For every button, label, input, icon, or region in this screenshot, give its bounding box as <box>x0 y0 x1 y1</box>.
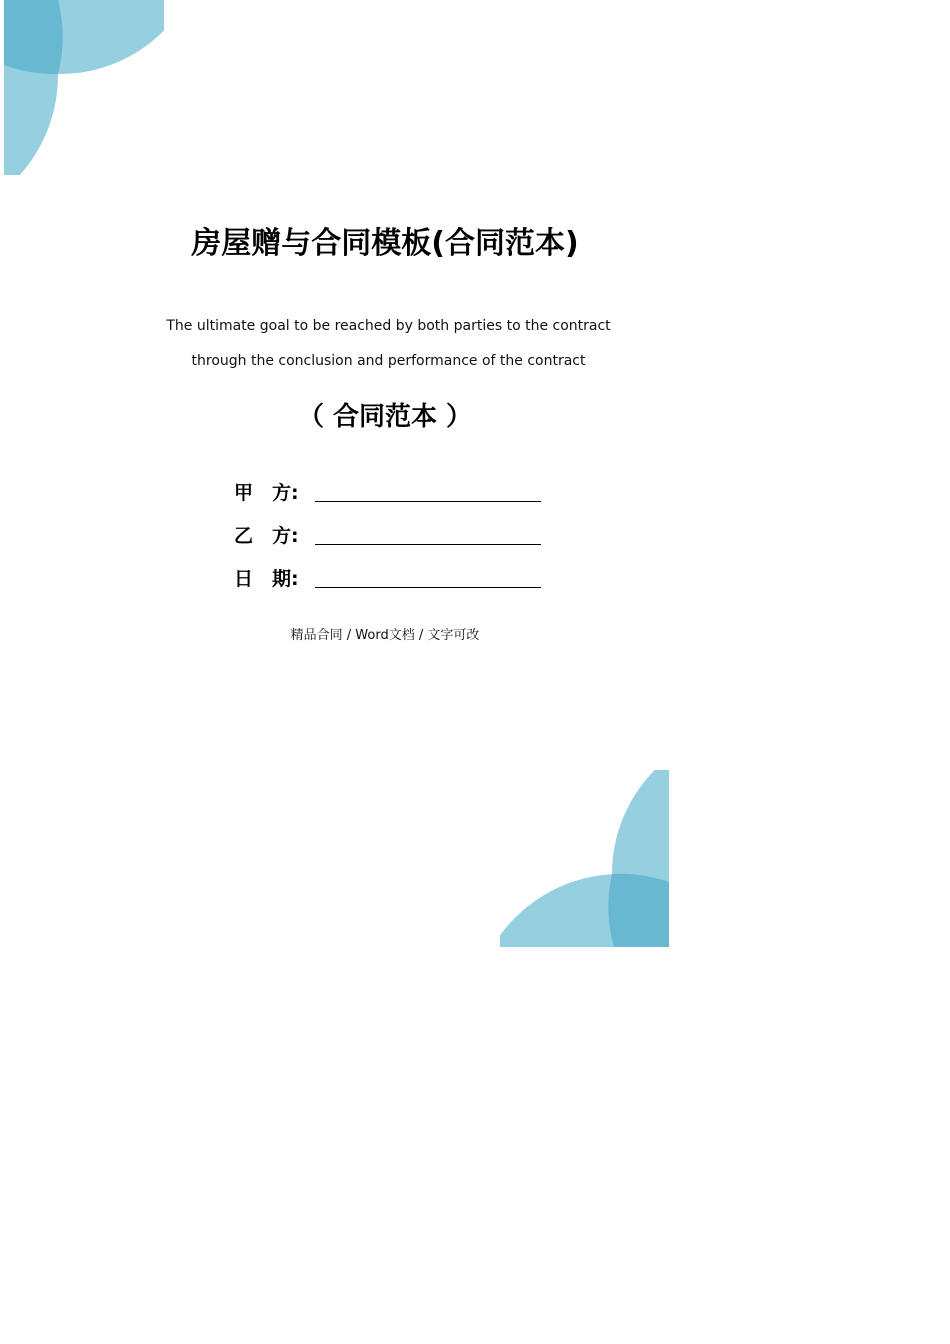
subtitle-line-2: through the conclusion and performance of the contract <box>191 353 586 369</box>
party-a-label: 甲 方: <box>234 482 299 504</box>
party-b-label: 乙 方: <box>234 525 299 547</box>
document-title: 房屋赠与合同模板(合同范本) <box>191 226 579 261</box>
top-left-overlap <box>4 0 63 74</box>
bottom-right-arc-large <box>612 726 908 1022</box>
date-label: 日 期: <box>234 568 299 590</box>
bottom-right-overlap <box>608 874 669 947</box>
contract-template-heading: （ 合同范本 ） <box>297 402 473 432</box>
party-a-blank-line <box>315 501 541 502</box>
date-blank-line <box>315 587 541 588</box>
party-b-blank-line <box>315 544 541 545</box>
subtitle-line-1: The ultimate goal to be reached by both parties to the contract <box>166 318 611 334</box>
footer-note: 精品合同 / Word文档 / 文字可改 <box>290 628 480 643</box>
